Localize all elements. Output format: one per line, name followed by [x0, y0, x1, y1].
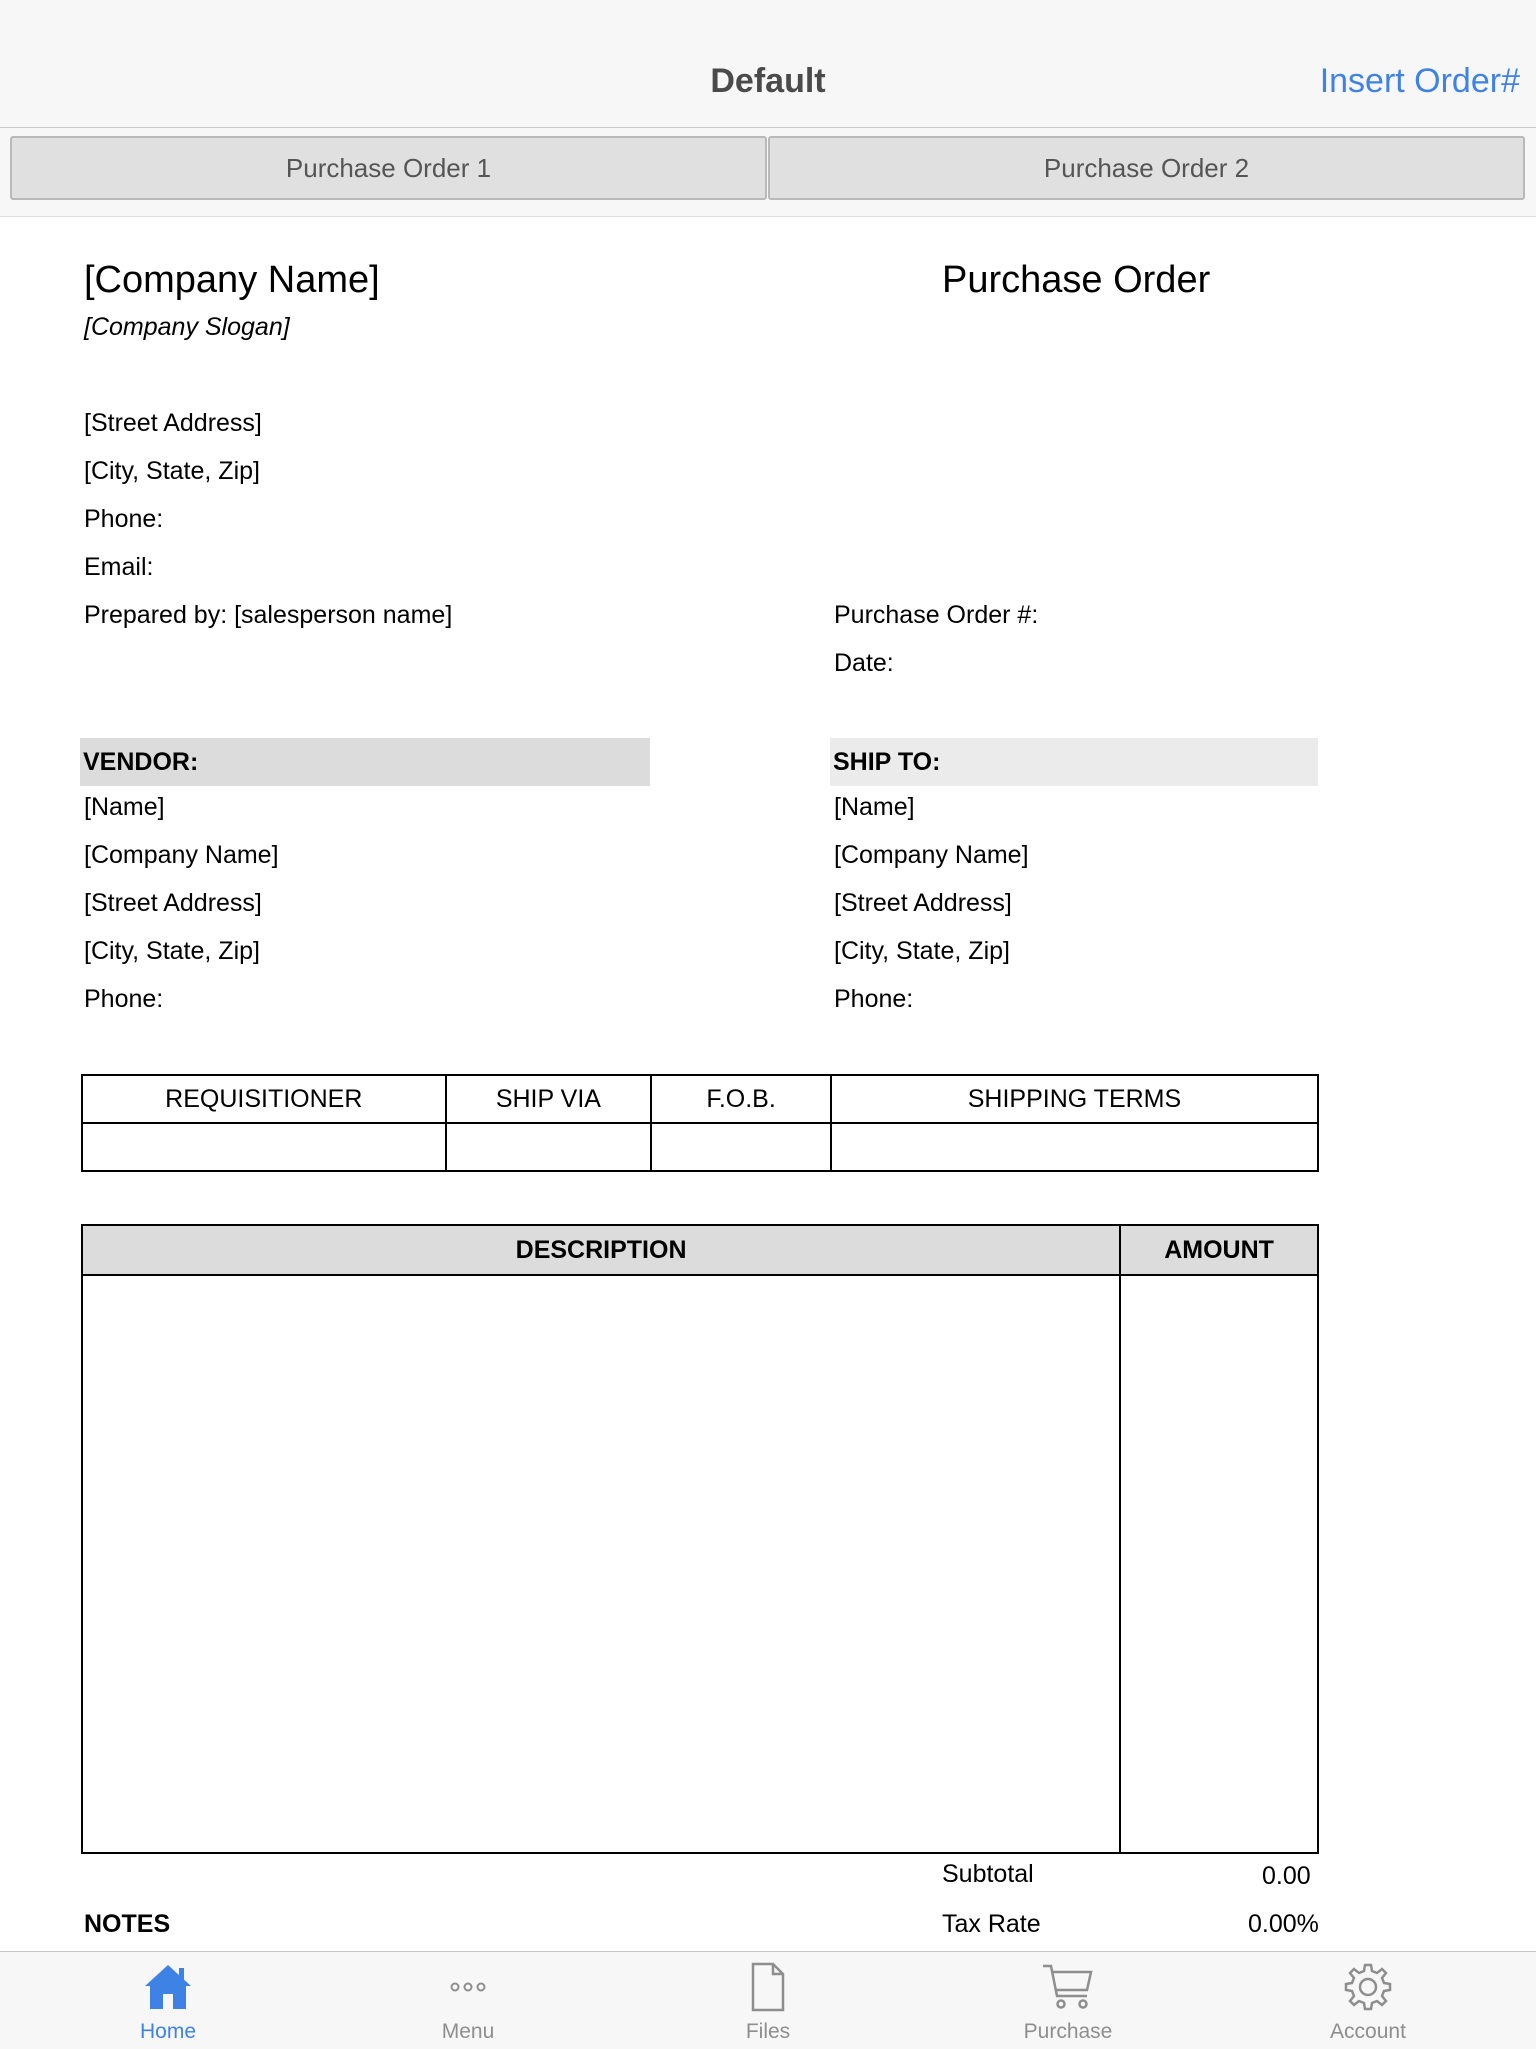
- vendor-city: [City, State, Zip]: [84, 937, 260, 965]
- description-cell[interactable]: [82, 1275, 1120, 1853]
- amount-cell[interactable]: [1120, 1275, 1318, 1853]
- ship-to-name: [Name]: [834, 793, 915, 821]
- tab-account[interactable]: [1218, 1952, 1518, 2049]
- notes-label: NOTES: [84, 1910, 171, 1938]
- items-table: [81, 1224, 1319, 1854]
- insert-order-number-button[interactable]: Insert Order#: [1319, 62, 1520, 100]
- vendor-phone: Phone:: [84, 985, 164, 1013]
- company-street: [Street Address]: [84, 409, 262, 437]
- amount-header: AMOUNT: [1120, 1225, 1318, 1275]
- more-icon: [318, 1962, 618, 2012]
- vendor-company: [Company Name]: [84, 841, 279, 869]
- file-icon: [618, 1962, 918, 2012]
- table-row: [82, 1275, 1318, 1853]
- po-number-label: Purchase Order #:: [834, 601, 1039, 629]
- tab-home[interactable]: [18, 1952, 318, 2049]
- segment-purchase-order-2[interactable]: Purchase Order 2: [768, 136, 1525, 200]
- subtotal-value: 0.00: [1262, 1862, 1311, 1890]
- purchase-order-document: [0, 217, 1536, 1951]
- home-icon: [18, 1962, 318, 2012]
- ship-via-cell[interactable]: [446, 1123, 652, 1171]
- date-label: Date:: [834, 649, 894, 677]
- ship-to-company: [Company Name]: [834, 841, 1029, 869]
- segment-purchase-order-1[interactable]: Purchase Order 1: [10, 136, 767, 200]
- fob-cell[interactable]: [651, 1123, 831, 1171]
- tax-rate-label: Tax Rate: [942, 1910, 1041, 1938]
- fob-header: F.O.B.: [651, 1075, 831, 1123]
- company-city: [City, State, Zip]: [84, 457, 260, 485]
- tab-files[interactable]: [618, 1952, 918, 2049]
- ship-via-header: SHIP VIA: [446, 1075, 652, 1123]
- tab-home-label: Home: [139, 2020, 197, 2043]
- subtotal-label: Subtotal: [942, 1860, 1034, 1888]
- tab-account-label: Account: [1330, 2020, 1406, 2043]
- tab-files-label: Files: [745, 2020, 791, 2043]
- shipping-table: [81, 1074, 1319, 1172]
- company-name: [Company Name]: [84, 259, 380, 301]
- navigation-bar: [0, 0, 1536, 128]
- document-title: Purchase Order: [942, 259, 1211, 301]
- requisitioner-cell[interactable]: [82, 1123, 446, 1171]
- table-row: [82, 1123, 1318, 1171]
- shipping-terms-cell[interactable]: [831, 1123, 1318, 1171]
- ship-to-street: [Street Address]: [834, 889, 1012, 917]
- tab-bar: [0, 1951, 1536, 2049]
- ship-to-header: [830, 738, 1318, 786]
- nav-title: Default: [710, 62, 826, 100]
- tab-purchase-label: Purchase: [1023, 2020, 1113, 2043]
- ship-to-phone: Phone:: [834, 985, 914, 1013]
- table-header-row: [82, 1075, 1318, 1123]
- gear-icon: [1218, 1962, 1518, 2012]
- requisitioner-header: REQUISITIONER: [82, 1075, 446, 1123]
- ship-to-header-label: SHIP TO:: [833, 747, 941, 776]
- company-email: Email:: [84, 553, 154, 581]
- vendor-street: [Street Address]: [84, 889, 262, 917]
- vendor-name: [Name]: [84, 793, 165, 821]
- tab-menu[interactable]: [318, 1952, 618, 2049]
- segmented-control: [0, 128, 1536, 217]
- tab-purchase[interactable]: [918, 1952, 1218, 2049]
- vendor-header-label: VENDOR:: [83, 747, 199, 776]
- ship-to-city: [City, State, Zip]: [834, 937, 1010, 965]
- company-phone: Phone:: [84, 505, 164, 533]
- cart-icon: [918, 1962, 1218, 2012]
- vendor-header: [80, 738, 650, 786]
- prepared-by: Prepared by: [salesperson name]: [84, 601, 453, 629]
- tab-menu-label: Menu: [441, 2020, 495, 2043]
- description-header: DESCRIPTION: [82, 1225, 1120, 1275]
- table-header-row: [82, 1225, 1318, 1275]
- company-slogan: [Company Slogan]: [84, 313, 290, 341]
- tax-rate-value: 0.00%: [1248, 1910, 1319, 1938]
- shipping-terms-header: SHIPPING TERMS: [831, 1075, 1318, 1123]
